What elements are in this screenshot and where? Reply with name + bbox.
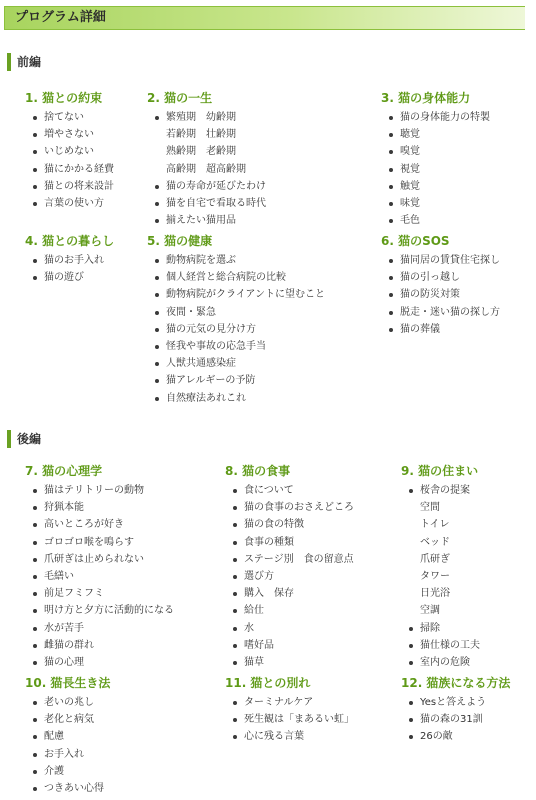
topic-list	[147, 109, 266, 229]
section-11	[225, 676, 354, 746]
section-12	[401, 676, 510, 746]
list-item: 猫の元気の見分け方	[154, 321, 325, 338]
list-item: 夜間・緊急	[154, 304, 325, 321]
list-item: タワー	[420, 571, 450, 583]
list-item: 老化と病気	[32, 711, 110, 728]
list-item: ターミナルケア	[232, 694, 354, 711]
list-item: 味覚	[388, 195, 490, 212]
list-item: 猫の森の31訓	[408, 711, 510, 728]
section-2	[147, 91, 266, 229]
section-title: 2. 猫の一生	[147, 91, 213, 105]
list-item: 熟齢期 老齢期	[166, 146, 236, 158]
list-item: 介護	[32, 763, 110, 780]
list-item: 掃除	[408, 620, 480, 637]
list-item: 猫の遊び	[32, 269, 114, 286]
list-item: 空間	[420, 502, 440, 514]
section-4	[25, 234, 114, 286]
list-item: 猫との将来設計	[32, 178, 114, 195]
section-title: 11. 猫との別れ	[225, 676, 311, 690]
section-10	[25, 676, 110, 797]
list-item: 爪研ぎは止められない	[32, 551, 174, 568]
list-item: 猫にかかる経費	[32, 161, 114, 178]
topic-list	[25, 109, 114, 212]
list-item: 個人経営と総合病院の比較	[154, 269, 325, 286]
section-title: 6. 猫のSOS	[381, 234, 450, 248]
list-item: 揃えたい猫用品	[154, 212, 266, 229]
list-item: 水	[232, 620, 354, 637]
list-item: いじめない	[32, 143, 114, 160]
list-item: ステージ別 食の留意点	[232, 551, 354, 568]
list-item: 自然療法あれこれ	[154, 390, 325, 407]
list-item: 高齢期 超高齢期	[166, 163, 246, 175]
list-item: 狩猟本能	[32, 499, 174, 516]
list-item: 脱走・迷い猫の探し方	[388, 304, 500, 321]
list-item: 日光浴	[420, 588, 450, 600]
list-item: 若齢期 壮齢期	[166, 129, 236, 141]
list-item: 毛繕い	[32, 568, 174, 585]
section-title: 7. 猫の心理学	[25, 464, 103, 478]
list-item: 猫アレルギーの予防	[154, 372, 325, 389]
list-item: 捨てない	[32, 109, 114, 126]
list-item: 明け方と夕方に活動的になる	[32, 602, 174, 619]
list-item: 猫草	[232, 654, 354, 671]
section-6	[381, 234, 500, 338]
section-title: 3. 猫の身体能力	[381, 91, 471, 105]
topic-list	[381, 109, 490, 229]
section-title: 1. 猫との約束	[25, 91, 103, 105]
page-title-bar	[4, 6, 525, 30]
page-title: プログラム詳細	[15, 10, 106, 25]
list-item: つきあい心得	[32, 780, 110, 797]
list-item: 嗜好品	[232, 637, 354, 654]
section-5	[147, 234, 325, 407]
list-item: ゴロゴロ喉を鳴らす	[32, 534, 174, 551]
list-item: 毛色	[388, 212, 490, 229]
list-item: 触覚	[388, 178, 490, 195]
list-item: 繁殖期 幼齢期	[154, 109, 266, 126]
section-title: 12. 猫族になる方法	[401, 676, 511, 690]
section-3	[381, 91, 490, 229]
list-item: 猫を自宅で看取る時代	[154, 195, 266, 212]
topic-list	[401, 482, 480, 671]
list-item: 猫の引っ越し	[388, 269, 500, 286]
topic-list	[401, 694, 510, 746]
list-item: 購入 保存	[232, 585, 354, 602]
list-item: 猫の身体能力の特製	[388, 109, 490, 126]
section-title: 5. 猫の健康	[147, 234, 213, 248]
list-item: 高いところが好き	[32, 516, 174, 533]
list-item: 嗅覚	[388, 143, 490, 160]
part-heading-zenpen: 前編	[7, 53, 117, 71]
topic-list	[25, 482, 174, 671]
list-item: 心に残る言葉	[232, 728, 354, 745]
list-item: 空調	[420, 605, 440, 617]
list-item: 猫の食事のおさえどころ	[232, 499, 354, 516]
list-item: 室内の危険	[408, 654, 480, 671]
section-8	[225, 464, 354, 671]
list-item: 動物病院がクライアントに望むこと	[154, 286, 325, 303]
list-item: 老いの兆し	[32, 694, 110, 711]
topic-list	[25, 252, 114, 286]
list-item: 猫はテリトリーの動物	[32, 482, 174, 499]
section-7	[25, 464, 174, 671]
topic-list	[25, 694, 110, 797]
list-item: Yesと答えよう	[408, 694, 510, 711]
list-item: 水が苦手	[32, 620, 174, 637]
list-item: 配慮	[32, 728, 110, 745]
list-item: 言葉の使い方	[32, 195, 114, 212]
list-item: 26の敵	[408, 728, 510, 745]
topic-list	[225, 482, 354, 671]
list-item: 聴覚	[388, 126, 490, 143]
list-item: 猫仕様の工夫	[408, 637, 480, 654]
list-item: 給仕	[232, 602, 354, 619]
list-item: ベッド	[420, 536, 450, 548]
list-item: 雌猫の群れ	[32, 637, 174, 654]
list-item: 猫の寿命が延びたわけ	[154, 178, 266, 195]
list-item: トイレ	[420, 519, 450, 531]
list-item: お手入れ	[32, 746, 110, 763]
topic-list	[225, 694, 354, 746]
section-title: 4. 猫との暮らし	[25, 234, 115, 248]
part-heading-kouhen: 後編	[7, 430, 117, 448]
topic-list	[147, 252, 325, 407]
list-item: 動物病院を選ぶ	[154, 252, 325, 269]
list-item: 怪我や事故の応急手当	[154, 338, 325, 355]
section-title: 9. 猫の住まい	[401, 464, 479, 478]
list-item: 食について	[232, 482, 354, 499]
list-item: 猫同居の賃貸住宅探し	[388, 252, 500, 269]
section-title: 10. 猫長生き法	[25, 676, 111, 690]
list-item: 死生観は「まあるい虹」	[232, 711, 354, 728]
list-item: 猫のお手入れ	[32, 252, 114, 269]
list-item: 猫の食の特徴	[232, 516, 354, 533]
section-9	[401, 464, 480, 671]
list-item: 人獣共通感染症	[154, 355, 325, 372]
list-item: 桜舎の提案	[408, 482, 480, 499]
topic-list	[381, 252, 500, 338]
list-item: 前足フミフミ	[32, 585, 174, 602]
list-item: 食事の種類	[232, 534, 354, 551]
section-1	[25, 91, 114, 212]
list-item: 視覚	[388, 161, 490, 178]
list-item: 選び方	[232, 568, 354, 585]
list-item: 猫の心理	[32, 654, 174, 671]
list-item: 猫の防災対策	[388, 286, 500, 303]
list-item: 増やさない	[32, 126, 114, 143]
list-item: 爪研ぎ	[420, 553, 450, 565]
list-item: 猫の葬儀	[388, 321, 500, 338]
section-title: 8. 猫の食事	[225, 464, 291, 478]
